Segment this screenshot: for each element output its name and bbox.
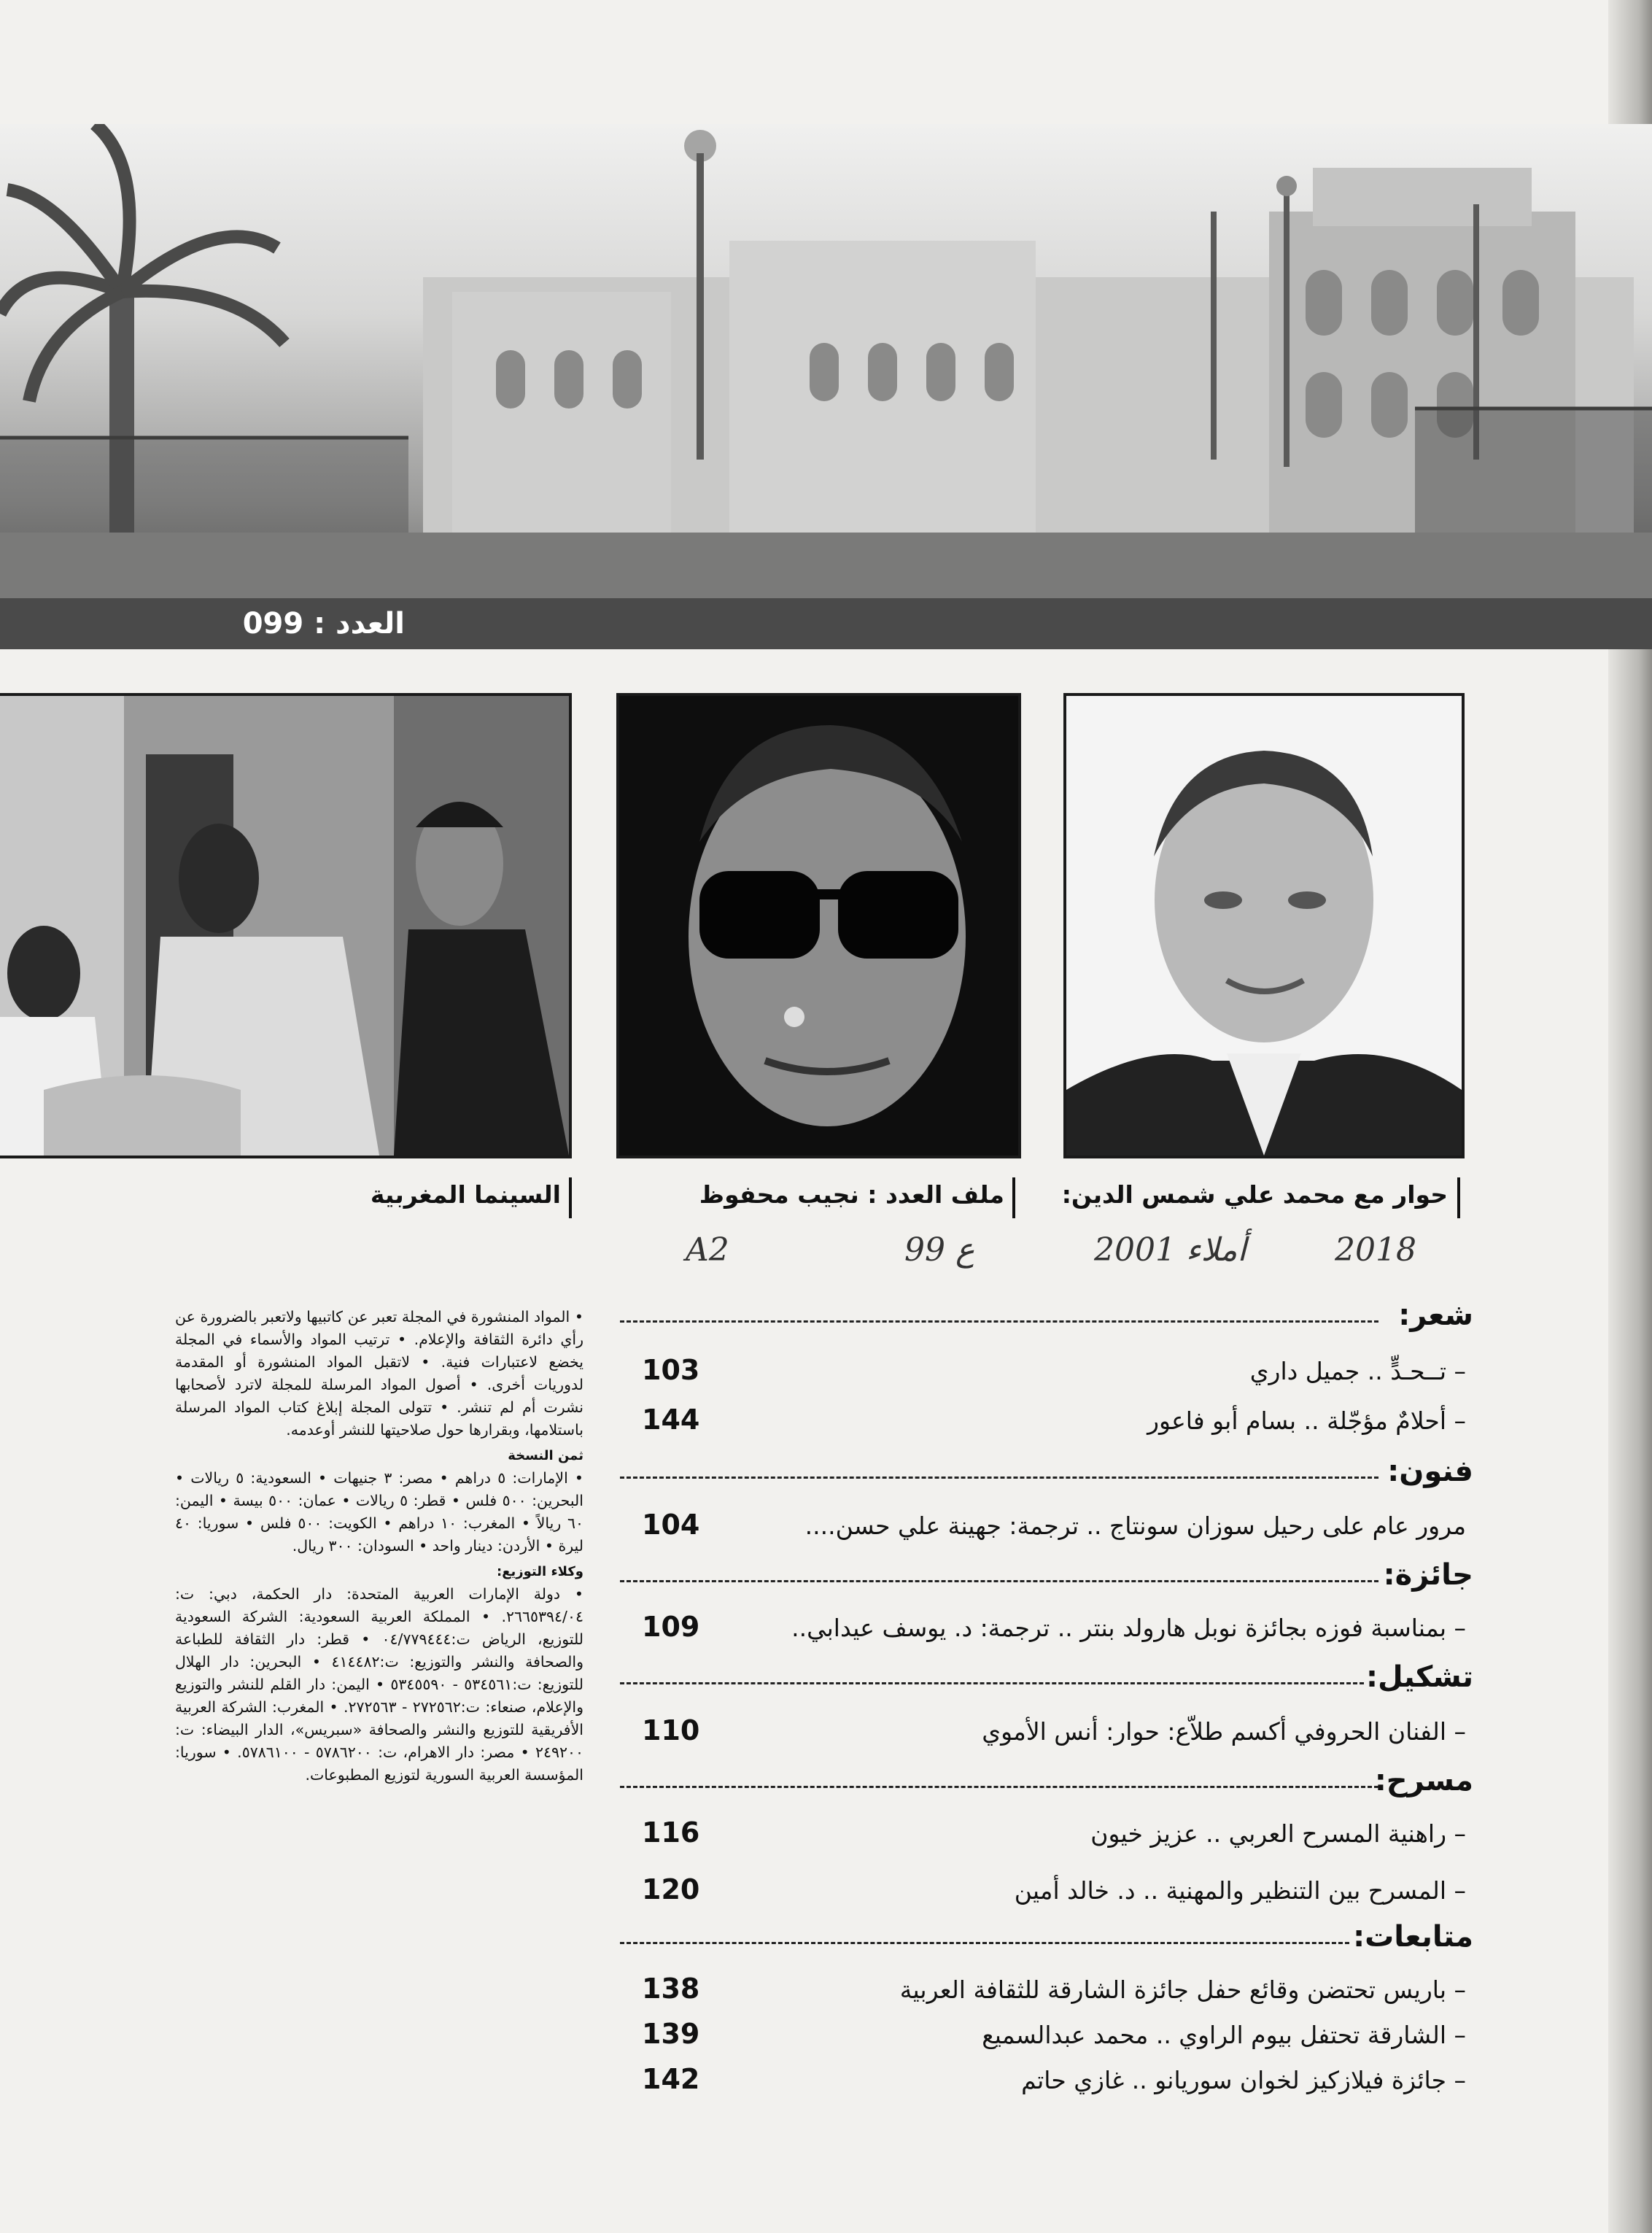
toc-entry: – باريس تحتضن وقائع حفل جائزة الشارقة للثقافة العربية <box>899 1975 1466 2004</box>
publication-notes <box>175 1306 583 1787</box>
toc-page-number: 142 <box>642 2063 700 2095</box>
toc-page-number: 104 <box>642 1509 700 1541</box>
toc-entry: – بمناسبة فوزه بجائزة نوبل هارولد بنتر .. ترجمة: د. يوسف عيدابي.. <box>791 1614 1466 1642</box>
price-text: • الإمارات: ٥ دراهم • مصر: ٣ جنيهات • السعودية: ٥ ريالات • البحرين: ٥٠٠ فلس • قطر: ٥ ريالات • عمان: ٥٠٠ بيسة • اليمن: ٦٠ ريالاً • المغرب: ١٠ دراهم • الكويت: ٥٠٠ فلس • سوريا: ٤٠ ليرة • الأردن: دينار واحد • السودان: ٣٠٠ ريال. <box>175 1469 584 1555</box>
toc-page-number: 120 <box>642 1873 700 1905</box>
banner-photo <box>0 124 1652 598</box>
disclaimer-text: • المواد المنشورة في المجلة تعبر عن كاتبيها ولاتعبر بالضرورة عن رأي دائرة الثقافة والإعلام. • ترتيب المواد والأسماء في المجلة يخضع لاعتبارات فنية. • لاتقبل المواد المنشورة أو المقدمة لدوريات أخرى. • أصول المواد المرسلة للمجلة لاترد لأصحابها نشرت أم لم تنشر. • تتولى المجلة إبلاغ كتاب المواد المرسلة باستلامها، وبقرارها حول صلاحيتها للنشر أوعدمه. <box>175 1308 583 1439</box>
toc-divider <box>620 1786 1378 1788</box>
toc-divider <box>620 1942 1349 1944</box>
toc-page-number: 138 <box>642 1973 700 2005</box>
toc-page-number: 110 <box>642 1714 700 1746</box>
handwritten-date: أملاء 2001 <box>1094 1231 1246 1269</box>
table-of-contents <box>620 1299 1473 2196</box>
handwritten-issue: ع 99 <box>904 1231 975 1269</box>
toc-page-number: 109 <box>642 1611 700 1643</box>
toc-entry: – المسرح بين التنظير والمهنية .. د. خالد أمين <box>1014 1876 1466 1905</box>
handwritten-code: A2 <box>686 1231 729 1269</box>
handwritten-year: 2018 <box>1335 1231 1416 1269</box>
toc-page-number: 144 <box>642 1404 700 1436</box>
toc-section-visual-art: تشكيل: <box>1365 1660 1473 1694</box>
feature-caption-2: ملف العدد : نجيب محفوظ <box>699 1180 1004 1209</box>
toc-divider <box>620 1580 1378 1582</box>
toc-section-award: جائزة: <box>1383 1558 1473 1592</box>
toc-entry: – تــحـدٍّ .. جميل داري <box>1249 1357 1466 1385</box>
toc-entry: – الفنان الحروفي أكسم طلاّع: حوار: أنس الأموي <box>982 1717 1466 1746</box>
caption-rule-3 <box>569 1177 572 1218</box>
toc-entry: – الشارقة تحتفل بيوم الراوي .. محمد عبدالسميع <box>982 2021 1466 2049</box>
issue-bar <box>0 598 1652 649</box>
film-still-photo <box>0 696 569 1156</box>
agents-text: • دولة الإمارات العربية المتحدة: دار الحكمة، دبي: ت: ٢٦٦٥٣٩٤/٠٤. • المملكة العربية السعودية: الشركة السعودية للتوزيع، الرياض ت:٠٤/٧٧٩٤٤٤ • قطر: دار الثقافة للطباعة والصحافة والنشر والتوزيع: ت:٤١٤٤٨٢ • البحرين: دار الهلال للتوزيع: ت:٥٣٤٥٦١ - ٥٣٤٥٥٩٠ • اليمن: دار القلم للنشر والتوزيع والإعلام، صنعاء: ت:٢٧٢٥٦٢ - ٢٧٢٥٦٣. • المغرب: الشركة العربية الأفريقية للتوزيع والنشر والصحافة «سبريس»، الدار البيضاء: ت: ٢٤٩٢٠٠ • مصر: دار الاهرام، ت: ٥٧٨٦٢٠٠ - ٥٧٨٦١٠٠. • سوريا: المؤسسة العربية السورية لتوزيع المطبوعات. <box>175 1585 584 1784</box>
toc-divider <box>620 1682 1364 1684</box>
agents-heading: وكلاء التوزيع: <box>497 1564 583 1579</box>
portrait-photo <box>1066 696 1462 1156</box>
toc-entry: – أحلامٌ مؤجّلة .. بسام أبو فاعور <box>1147 1406 1466 1435</box>
caption-rule-1 <box>1457 1177 1460 1218</box>
feature-caption-1: حوار مع محمد علي شمس الدين: <box>1061 1180 1448 1209</box>
toc-page-number: 103 <box>642 1354 700 1386</box>
feature-photo-1 <box>1063 693 1465 1158</box>
toc-entry: – جائزة فيلازكيز لخوان سوريانو .. غازي حاتم <box>1021 2066 1466 2094</box>
price-heading: ثمن النسخة <box>508 1448 583 1463</box>
toc-section-theatre: مسرح: <box>1374 1764 1473 1797</box>
toc-section-arts: فنون: <box>1387 1455 1473 1488</box>
toc-divider <box>620 1477 1378 1479</box>
toc-section-poetry: شعر: <box>1398 1299 1473 1332</box>
toc-page-number: 139 <box>642 2018 700 2050</box>
feature-photo-2 <box>616 693 1021 1158</box>
toc-section-followups: متابعات: <box>1353 1920 1473 1954</box>
portrait-sunglasses-photo <box>619 696 1018 1156</box>
feature-photo-3 <box>0 693 572 1158</box>
issue-number: العدد : 099 <box>242 607 405 641</box>
toc-divider <box>620 1320 1378 1323</box>
feature-caption-3: السينما المغربية <box>370 1180 561 1209</box>
palace-scene <box>0 124 1652 598</box>
toc-entry: – راهنية المسرح العربي .. عزيز خيون <box>1090 1819 1466 1848</box>
toc-entry: مرور عام على رحيل سوزان سونتاج .. ترجمة: جهينة علي حسن.... <box>804 1512 1466 1540</box>
toc-page-number: 116 <box>642 1816 700 1849</box>
caption-rule-2 <box>1012 1177 1015 1218</box>
